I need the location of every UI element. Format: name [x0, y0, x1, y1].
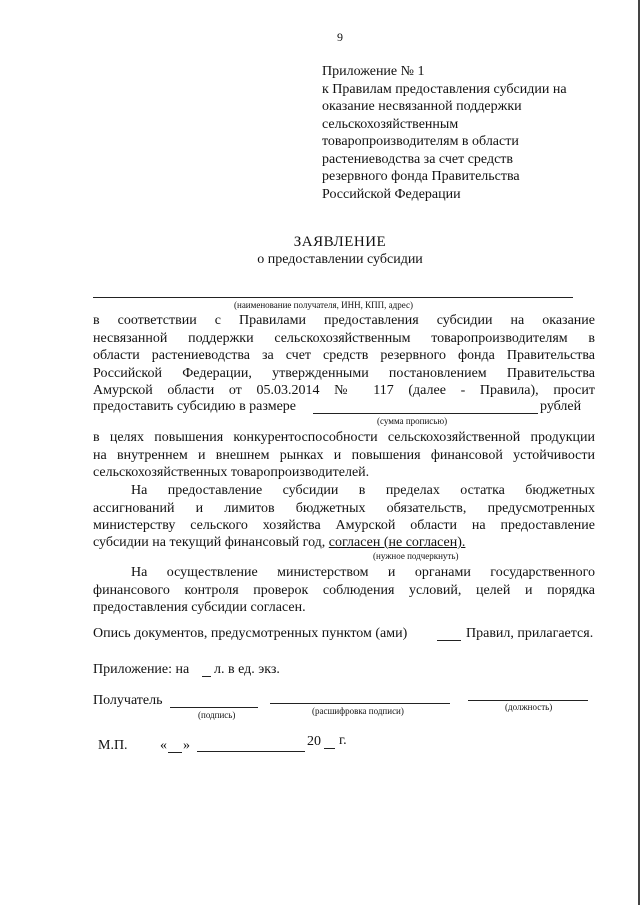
text-line: в соответствии с Правилами предоставления субсидии на оказание [93, 313, 595, 328]
amount-blank-line[interactable] [313, 413, 538, 414]
paragraph-request [93, 312, 595, 400]
signature-blank-line[interactable] [170, 707, 258, 708]
applicant-blank-line[interactable] [93, 297, 573, 298]
paragraph-purpose [93, 429, 595, 482]
appendix-line: растениеводства за счет средств [322, 151, 514, 167]
appendix-line: к Правилам предоставления субсидии на [322, 81, 567, 97]
recipient-label: Получатель [93, 693, 163, 708]
paragraph-consent-budget [93, 482, 595, 535]
inventory-suffix: Правил, прилагается. [466, 626, 594, 641]
text-line: на внутреннем и внешнем рынках и повышения финансовой устойчивости [93, 447, 595, 463]
text-line: предоставления субсидии согласен. [93, 600, 306, 615]
position-blank-line[interactable] [468, 700, 588, 701]
text-line: в целях повышения конкурентоспособности сельскохозяйственной продукции [93, 430, 595, 445]
text-line: На предоставление субсидии в пределах остатка бюджетных [131, 483, 595, 498]
signature-caption: (подпись) [198, 710, 236, 720]
date-day-blank-line[interactable] [168, 752, 182, 753]
text-line: финансового контроля проверок соблюдения условий, целей и порядка [93, 582, 595, 598]
text-line: сельскохозяйственных товаропроизводителей. [93, 465, 370, 480]
document-subtitle: о предоставлении субсидии [257, 252, 423, 267]
date-quote-open: « [160, 738, 167, 753]
appendix-line: товаропроизводителям в области [322, 134, 519, 149]
consent-line [93, 535, 465, 551]
amount-suffix: рублей [540, 399, 582, 414]
appendix-block [322, 63, 567, 203]
appendix-line: резервного фонда Правительства [322, 169, 520, 184]
choice-caption: (нужное подчеркнуть) [373, 551, 459, 561]
amount-prefix: предоставить субсидию в размере [93, 399, 297, 414]
date-year-suffix: г. [339, 733, 347, 748]
stamp-label: М.П. [98, 738, 128, 753]
text-line: Амурской области от 05.03.2014 № 117 (далее - Правила), просит [93, 383, 595, 398]
paragraph-consent-control [93, 564, 595, 617]
appendix-line: оказание несвязанной поддержки [322, 99, 522, 114]
text-line: На осуществление министерством и органами государственного [131, 565, 595, 580]
text-line: министерству сельского хозяйства Амурской области на предоставление [93, 518, 595, 533]
appendix-line: сельскохозяйственным [322, 116, 459, 132]
text-line: Российской Федерации, утвержденными постановлением Правительства [93, 365, 595, 381]
text-line: ассигнований и лимитов бюджетных обязательств, предусмотренных [93, 500, 595, 516]
position-caption: (должность) [505, 702, 553, 712]
text-line: области растениеводства за счет средств резервного фонда Правительства [93, 348, 595, 363]
text-line: несвязанной поддержки сельскохозяйственным товаропроизводителям в [93, 330, 595, 346]
attachment-prefix: Приложение: на [93, 662, 190, 677]
date-year-prefix: 20 [307, 734, 321, 749]
amount-caption: (сумма прописью) [377, 416, 448, 426]
document-title: ЗАЯВЛЕНИЕ [293, 234, 387, 250]
decode-blank-line[interactable] [270, 703, 450, 704]
date-quote-close: » [183, 738, 190, 753]
applicant-caption: (наименование получателя, ИНН, КПП, адрес) [234, 300, 413, 310]
date-year-blank-line[interactable] [324, 748, 335, 749]
date-month-blank-line[interactable] [197, 751, 305, 752]
inventory-prefix: Опись документов, предусмотренных пунктом (ами) [93, 626, 408, 641]
consent-choice[interactable]: согласен (не согласен). [328, 535, 466, 550]
appendix-line: Приложение № 1 [322, 64, 425, 79]
attachment-suffix: л. в ед. экз. [214, 662, 280, 677]
attachment-blank-line[interactable] [202, 676, 211, 677]
appendix-line: Российской Федерации [322, 186, 461, 202]
consent-prefix: субсидии на текущий финансовый год, [93, 535, 326, 550]
page-number: 9 [337, 30, 343, 44]
decode-caption: (расшифровка подписи) [312, 706, 404, 716]
inventory-blank-line[interactable] [437, 640, 461, 641]
